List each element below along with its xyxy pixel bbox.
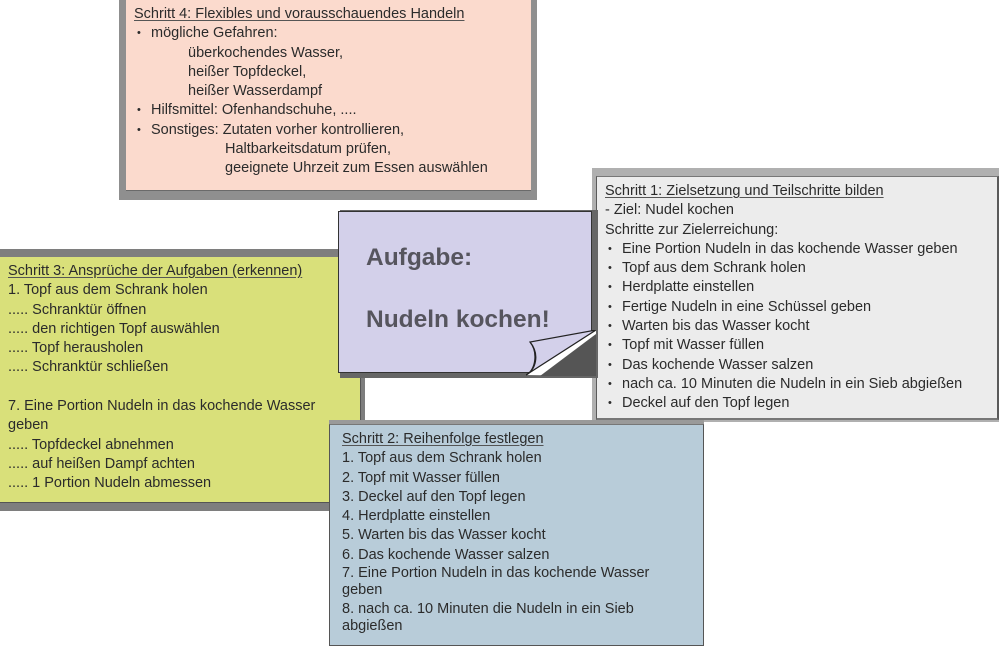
step1-goal: - Ziel: Nudel kochen [605, 202, 734, 219]
step4-bullet-dangers: • mögliche Gefahren: [134, 24, 531, 43]
step2-card [329, 424, 704, 646]
step1-card [596, 176, 999, 420]
step4-other: geeignete Uhrzeit zum Essen auswählen [225, 160, 488, 177]
step4-danger: überkochendes Wasser, [188, 44, 344, 61]
step3-substep: ..... Topfdeckel abnehmen [8, 436, 174, 453]
step4-danger: heißer Wasserdampf [188, 83, 323, 100]
step4-title: Schritt 4: Flexibles und vorausschauendes Handeln [134, 6, 465, 22]
step3-substep: ..... Schranktür schließen [8, 359, 169, 376]
step1-item: • Warten bis das Wasser kocht [605, 317, 997, 336]
step2-item: 4. Herdplatte einstellen [342, 508, 491, 525]
task-spacer [366, 273, 591, 304]
step3-group2-head: 7. Eine Portion Nudeln in das kochende Wasser geben [8, 398, 316, 434]
step1-item: • nach ca. 10 Minuten die Nudeln in ein Sieb abgießen [605, 375, 997, 394]
page-curl-icon [526, 330, 596, 376]
step2-item: 1. Topf aus dem Schrank holen [342, 450, 542, 467]
step1-title: Schritt 1: Zielsetzung und Teilschritte bilden [605, 183, 884, 199]
step2-item: 8. nach ca. 10 Minuten die Nudeln in ein Sieb abgießen [342, 601, 634, 635]
step3-substep: ..... den richtigen Topf auswählen [8, 320, 220, 337]
step3-substep: ..... Topf herausholen [8, 340, 144, 357]
step3-group1-head: 1. Topf aus dem Schrank holen [8, 282, 208, 299]
step3-spacer [8, 378, 360, 397]
step2-item: 7. Eine Portion Nudeln in das kochende Wasser geben [342, 565, 650, 599]
step2-item: 3. Deckel auf den Topf legen [342, 488, 526, 505]
task-label: Aufgabe: [366, 244, 473, 271]
step3-card [0, 257, 361, 503]
step1-item: • Herdplatte einstellen [605, 278, 997, 297]
step1-item: • Topf mit Wasser füllen [605, 336, 997, 355]
step4-card [126, 0, 531, 191]
step2-item: 6. Das kochende Wasser salzen [342, 546, 550, 563]
step1-item: • Das kochende Wasser salzen [605, 356, 997, 375]
step4-other: Haltbarkeitsdatum prüfen, [225, 141, 392, 158]
step3-title: Schritt 3: Ansprüche der Aufgaben (erkennen) [8, 263, 303, 279]
step4-danger: heißer Topfdeckel, [188, 63, 307, 80]
step4-bullet-aids: • Hilfsmittel: Ofenhandschuhe, .... [134, 101, 531, 120]
step1-item: • Deckel auf den Topf legen [605, 394, 997, 413]
step3-substep: ..... auf heißen Dampf achten [8, 455, 195, 472]
step3-substep: ..... 1 Portion Nudeln abmessen [8, 475, 212, 492]
step1-item: • Eine Portion Nudeln in das kochende Wasser geben [605, 240, 997, 259]
step4-bullet-other: • Sonstiges: Zutaten vorher kontrollieren, [134, 121, 531, 140]
step2-item: 2. Topf mit Wasser füllen [342, 469, 500, 486]
step2-item: 5. Warten bis das Wasser kocht [342, 527, 546, 544]
step1-subtitle: Schritte zur Zielerreichung: [605, 221, 779, 238]
task-text: Nudeln kochen! [366, 306, 550, 333]
step3-substep: ..... Schranktür öffnen [8, 301, 147, 318]
step1-item: • Fertige Nudeln in eine Schüssel geben [605, 298, 997, 317]
step1-item: • Topf aus dem Schrank holen [605, 259, 997, 278]
step2-title: Schritt 2: Reihenfolge festlegen [342, 431, 544, 447]
